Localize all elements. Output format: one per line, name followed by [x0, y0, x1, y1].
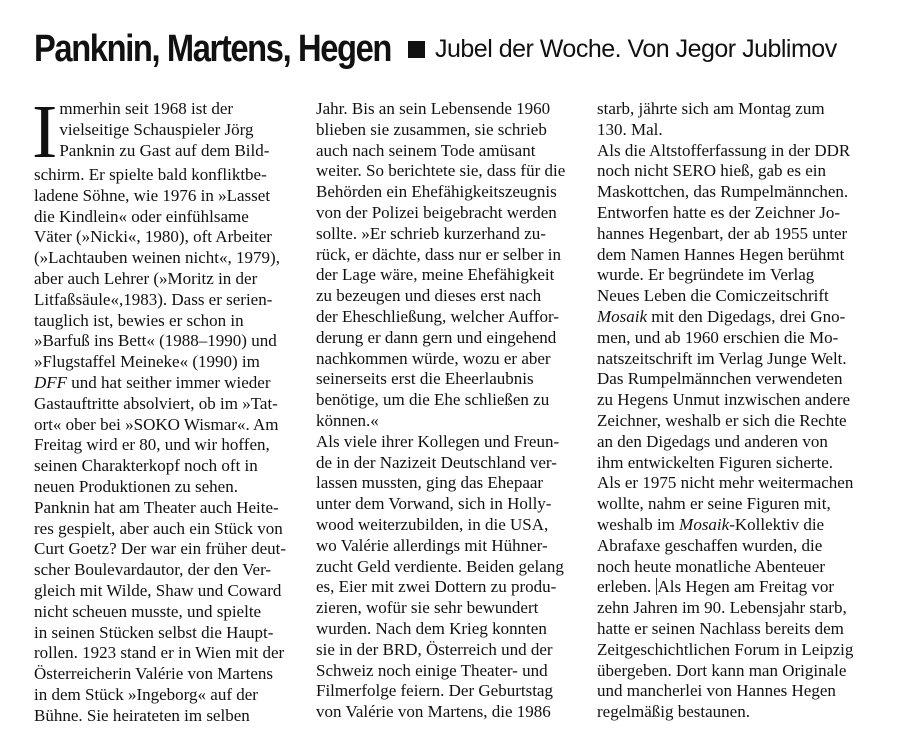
paragraph-line: blieben sie zusammen, sie schrieb	[316, 119, 547, 139]
paragraph-line: wo Valérie allerdings mit Hühner-	[316, 535, 548, 555]
paragraph-line: zu Hegens Unmut inzwischen andere	[597, 390, 851, 410]
paragraph-line: »Flugstaffel Meineke« (1990) im	[34, 352, 260, 372]
paragraph-line: weiter. So berichtete sie, dass für die	[316, 161, 566, 181]
kicker-byline: Jubel der Woche. Von Jegor Jublimov	[435, 35, 837, 63]
paragraph-line: die Kindlein« oder einfühlsame	[34, 206, 249, 226]
paragraph-line: Jahr. Bis an sein Lebensende 1960	[316, 99, 551, 118]
paragraph-line: Österreicherin Valérie von Martens	[34, 664, 274, 684]
paragraph-line: und mancherlei von Hannes Hegen	[597, 681, 836, 701]
paragraph-line: hannes Hegenbart, der ab 1955 unter	[597, 223, 848, 243]
paragraph-line: scher Boulevardautor, der den Ver-	[34, 560, 272, 580]
square-bullet-icon	[408, 41, 425, 58]
paragraph-line: seinerseits erst die Eheerlaubnis	[316, 369, 534, 389]
paragraph-line: neuen Produktionen zu sehen.	[34, 476, 238, 496]
paragraph-line: DFF und hat seither immer wieder	[34, 372, 271, 392]
paragraph-line: erleben. Als Hegen am Freitag vor	[597, 577, 835, 597]
paragraph-line: vielseitige Schauspieler Jörg	[59, 119, 254, 139]
paragraph-line: unter dem Vorwand, sich in Holly-	[316, 494, 552, 514]
paragraph-line: zucht Geld verdiente. Beiden gelang	[316, 556, 564, 576]
paragraph-line: hatte er seinen Nachlass bereits dem	[597, 618, 844, 638]
paragraph-line: 130. Mal.	[597, 119, 663, 139]
paragraph-line: aber auch Lehrer (»Moritz in der	[34, 268, 258, 288]
paragraph-line: übergeben. Dort kann man Originale	[597, 660, 847, 680]
paragraph-line: »Barfuß ins Bett« (1988–1990) und	[34, 331, 277, 351]
paragraph-line: Zeitgeschichtlichen Forum in Leipzig	[597, 639, 854, 659]
paragraph-line: benötige, um die Ehe schließen zu	[316, 390, 550, 410]
paragraph-line: weshalb im Mosaik-Kollektiv die	[597, 514, 825, 534]
paragraph-line: ladene Söhne, wie 1976 in »Lasset	[34, 185, 271, 205]
paragraph-line: Väter (»Nicki«, 1980), oft Arbeiter	[34, 227, 272, 247]
paragraph-line: zu bezeugen und dieses erst nach	[316, 286, 542, 306]
paragraph-line: noch heute monatliche Abenteuer	[597, 556, 825, 576]
paragraph-line: wurde. Er begründete im Verlag	[597, 265, 815, 285]
paragraph-line: dem Namen Hannes Hegen berühmt	[597, 244, 845, 264]
paragraph-line: können.«	[316, 410, 379, 430]
paragraph-line: der Eheschließung, welcher Auffor-	[316, 306, 559, 326]
paragraph-line: Filmerfolge feiern. Der Geburtstag	[316, 681, 553, 701]
paragraph-line: wurden. Nach dem Krieg konnten	[316, 618, 547, 638]
paragraph-line: starb, jährte sich am Montag zum	[597, 99, 825, 118]
paragraph-line: von Valérie von Martens, die 1986	[316, 702, 551, 722]
paragraph-line: Litfaßsäule«,1983). Dass er serien-	[34, 289, 273, 309]
paragraph-line: natszeitschrift im Verlag Junge Welt.	[597, 348, 847, 368]
paragraph-line: in seinen Stücken selbst die Haupt-	[34, 622, 274, 642]
paragraph-line: noch nicht SERO hieß, gab es ein	[597, 161, 826, 181]
paragraph-line: Mosaik mit den Digedags, drei Gno-	[597, 306, 846, 326]
paragraph-line: Das Rumpelmännchen verwendeten	[597, 369, 843, 389]
headline: Panknin, Martens, Hegen	[34, 28, 391, 70]
paragraph-line: der Lage wäre, meine Ehefähigkeit	[316, 265, 555, 285]
paragraph-line: de in der Nazizeit Deutschland ver-	[316, 452, 557, 472]
paragraph-line: nicht scheuen musste, und spielte	[34, 601, 262, 621]
paragraph-line: nachkommen würde, wozu er aber	[316, 348, 551, 368]
paragraph-line: mmerhin seit 1968 ist der	[59, 99, 234, 118]
paragraph-line: wollte, nahm er seine Figuren mit,	[597, 494, 831, 514]
paragraph-line: Panknin zu Gast auf dem Bild-	[59, 140, 270, 160]
paragraph-line: zieren, wofür sie sehr bewundert	[316, 598, 539, 618]
paragraph-line: in dem Stück »Ingeborg« auf der	[34, 684, 258, 704]
paragraph-line: sie in der BRD, Österreich und der	[316, 639, 553, 659]
article-header	[34, 26, 892, 74]
text-column-1	[32, 90, 292, 727]
paragraph-line: Gastauftritte absolviert, ob im »Tat-	[34, 393, 278, 413]
paragraph-line: tauglich ist, bewies er schon in	[34, 310, 244, 330]
text-cursor-mark	[656, 578, 657, 595]
paragraph-line: wood weiterzubilden, in die USA,	[316, 514, 549, 534]
paragraph-line: es, Eier mit zwei Dottern zu produ-	[316, 577, 557, 597]
paragraph-line: res gespielt, aber auch ein Stück von	[34, 518, 283, 538]
paragraph-line: ort« ober bei »SOKO Wismar«. Am	[34, 414, 279, 434]
paragraph-line: Behörden ein Ehefähigkeitszeugnis	[316, 182, 557, 202]
paragraph-line: an den Digedags und anderen von	[597, 431, 828, 451]
paragraph-line: gleich mit Wilde, Shaw und Coward	[34, 580, 282, 600]
paragraph-line: Maskottchen, das Rumpelmännchen.	[597, 182, 849, 202]
paragraph-line: Als die Altstofferfassung in der DDR	[597, 140, 851, 160]
paragraph-line: seinen Charakterkopf noch oft in	[34, 456, 258, 476]
paragraph-line: rück, er dächte, dass nur er selber in	[316, 244, 561, 264]
paragraph-line: men, und ab 1960 erschien die Mo-	[597, 327, 839, 347]
paragraph-line: Panknin hat am Theater auch Heite-	[34, 497, 279, 517]
paragraph-line: derung er dann gern und eingehend	[316, 327, 557, 347]
paragraph-line: sollte. »Er schrieb kurzerhand zu-	[316, 223, 546, 243]
paragraph-line: Freitag wird er 80, und wir hoffen,	[34, 435, 270, 455]
paragraph-line: (»Lachtauben weinen nicht«, 1979),	[34, 248, 280, 268]
drop-cap: I	[32, 90, 58, 174]
paragraph-line: Neues Leben die Comiczeitschrift	[597, 286, 829, 306]
paragraph-line: ihm entwickelten Figuren sicherte.	[597, 452, 834, 472]
paragraph-line: Als er 1975 nicht mehr weitermachen	[597, 473, 854, 493]
paragraph-line: Entworfen hatte es der Zeichner Jo-	[597, 202, 841, 222]
paragraph-line: auch nach seinem Tode amüsant	[316, 140, 536, 160]
text-column-2	[316, 99, 578, 723]
paragraph-line: lassen mussten, ging das Ehepaar	[316, 473, 544, 493]
paragraph-line: zehn Jahren im 90. Lebensjahr starb,	[597, 598, 847, 618]
paragraph-line: Bühne. Sie heirateten im selben	[34, 705, 250, 725]
paragraph-line: Schweiz noch einige Theater- und	[316, 660, 548, 680]
paragraph-line: von der Polizei beigebracht werden	[316, 202, 557, 222]
paragraph-line: Curt Goetz? Der war ein früher deut-	[34, 539, 287, 559]
paragraph-line: rollen. 1923 stand er in Wien mit der	[34, 643, 285, 663]
text-column-3	[597, 99, 867, 723]
paragraph-line: regelmäßig bestaunen.	[597, 702, 750, 722]
paragraph-line: schirm. Er spielte bald konfliktbe-	[34, 165, 267, 184]
paragraph-line: Abrafaxe geschaffen wurden, die	[597, 535, 823, 555]
paragraph-line: Zeichner, weshalb er sich die Rechte	[597, 410, 847, 430]
paragraph-line: Als viele ihrer Kollegen und Freun-	[316, 431, 560, 451]
